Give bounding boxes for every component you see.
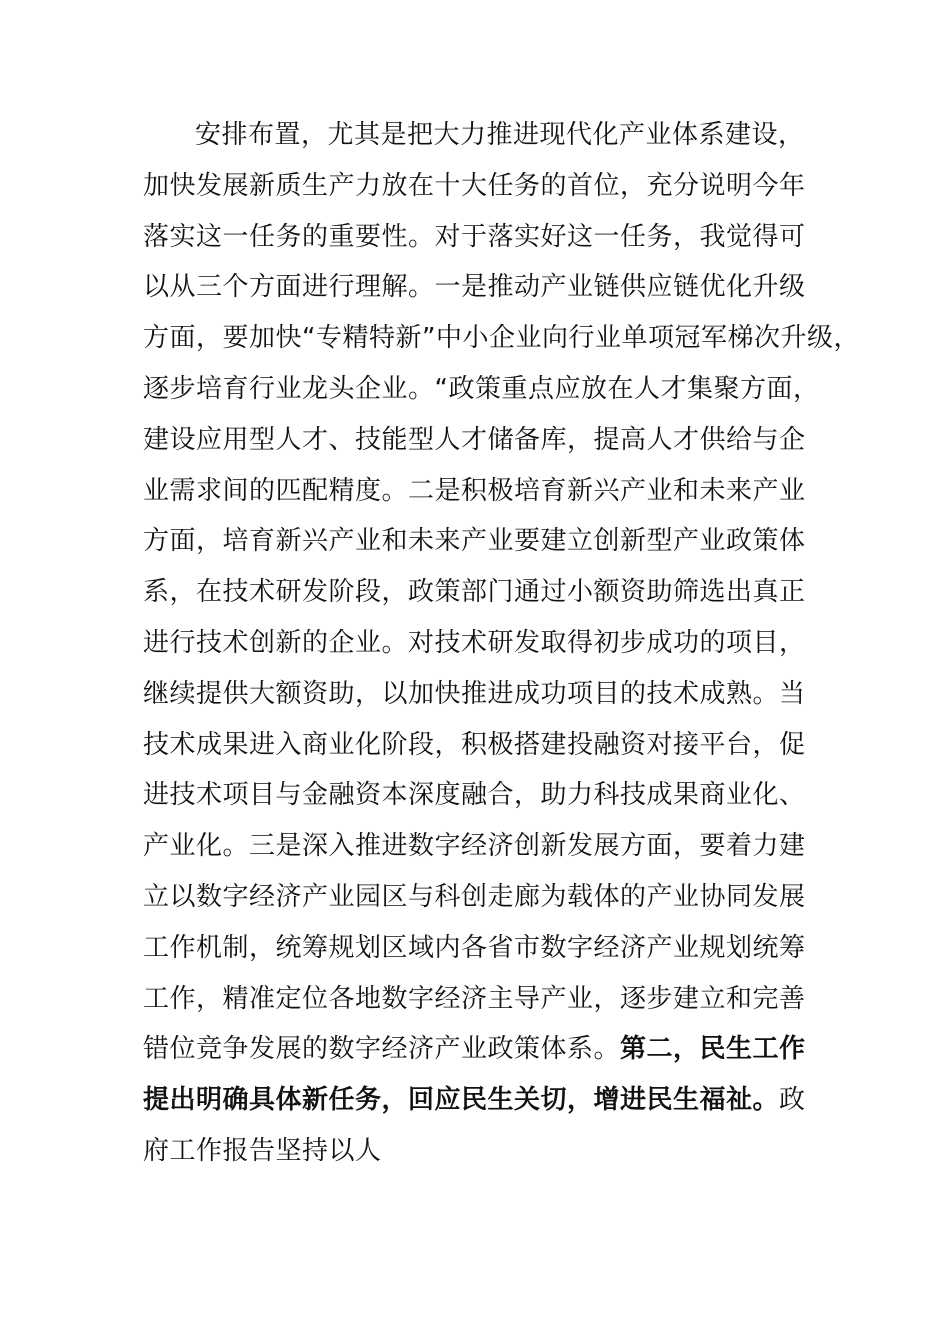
text-line: 系，在技术研发阶段，政策部门通过小额资助筛选出真正 bbox=[143, 577, 806, 608]
text-segment: 错位竞争发展的数字经济产业政策体系。 bbox=[143, 1034, 621, 1065]
text-line: 立以数字经济产业园区与科创走廊为载体的产业协同发展 bbox=[143, 881, 806, 912]
text-line: 工作，精准定位各地数字经济主导产业，逐步建立和完善 bbox=[143, 983, 806, 1014]
text-line: 产业化。三是深入推进数字经济创新发展方面，要着力建 bbox=[143, 831, 806, 862]
text-line: 方面，要加快“专精特新”中小企业向行业单项冠军梯次升级， bbox=[143, 323, 860, 354]
text-segment: 政 bbox=[779, 1085, 806, 1116]
bold-heading-segment: 第二，民生工作 bbox=[620, 1034, 806, 1065]
text-line: 落实这一任务的重要性。对于落实好这一任务，我觉得可 bbox=[143, 221, 806, 252]
text-line: 方面，培育新兴产业和未来产业要建立创新型产业政策体 bbox=[143, 526, 806, 557]
bold-heading-segment: 提出明确具体新任务，回应民生关切，增进民生福祉。 bbox=[143, 1085, 780, 1116]
text-line: 业需求间的匹配精度。二是积极培育新兴产业和未来产业 bbox=[143, 475, 806, 506]
text-line bbox=[143, 1075, 833, 1126]
text-line: 逐步培育行业龙头企业。“政策重点应放在人才集聚方面， bbox=[143, 373, 820, 404]
text-line: 以从三个方面进行理解。一是推动产业链供应链优化升级 bbox=[143, 272, 806, 303]
text-line: 府工作报告坚持以人 bbox=[143, 1135, 382, 1166]
text-line: 工作机制，统筹规划区域内各省市数字经济产业规划统筹 bbox=[143, 932, 806, 963]
text-line: 技术成果进入商业化阶段，积极搭建投融资对接平台，促 bbox=[143, 729, 806, 760]
body-text bbox=[143, 110, 860, 1177]
text-line bbox=[143, 1024, 833, 1075]
text-line: 进技术项目与金融资本深度融合，助力科技成果商业化、 bbox=[143, 780, 806, 811]
text-line: 加快发展新质生产力放在十大任务的首位，充分说明今年 bbox=[143, 170, 806, 201]
text-line: 进行技术创新的企业。对技术研发取得初步成功的项目， bbox=[143, 627, 806, 658]
text-line: 继续提供大额资助，以加快推进成功项目的技术成熟。当 bbox=[143, 678, 806, 709]
text-line: 建设应用型人才、技能型人才储备库，提高人才供给与企 bbox=[143, 424, 806, 455]
text-line: 安排布置，尤其是把大力推进现代化产业体系建设， bbox=[195, 120, 805, 150]
